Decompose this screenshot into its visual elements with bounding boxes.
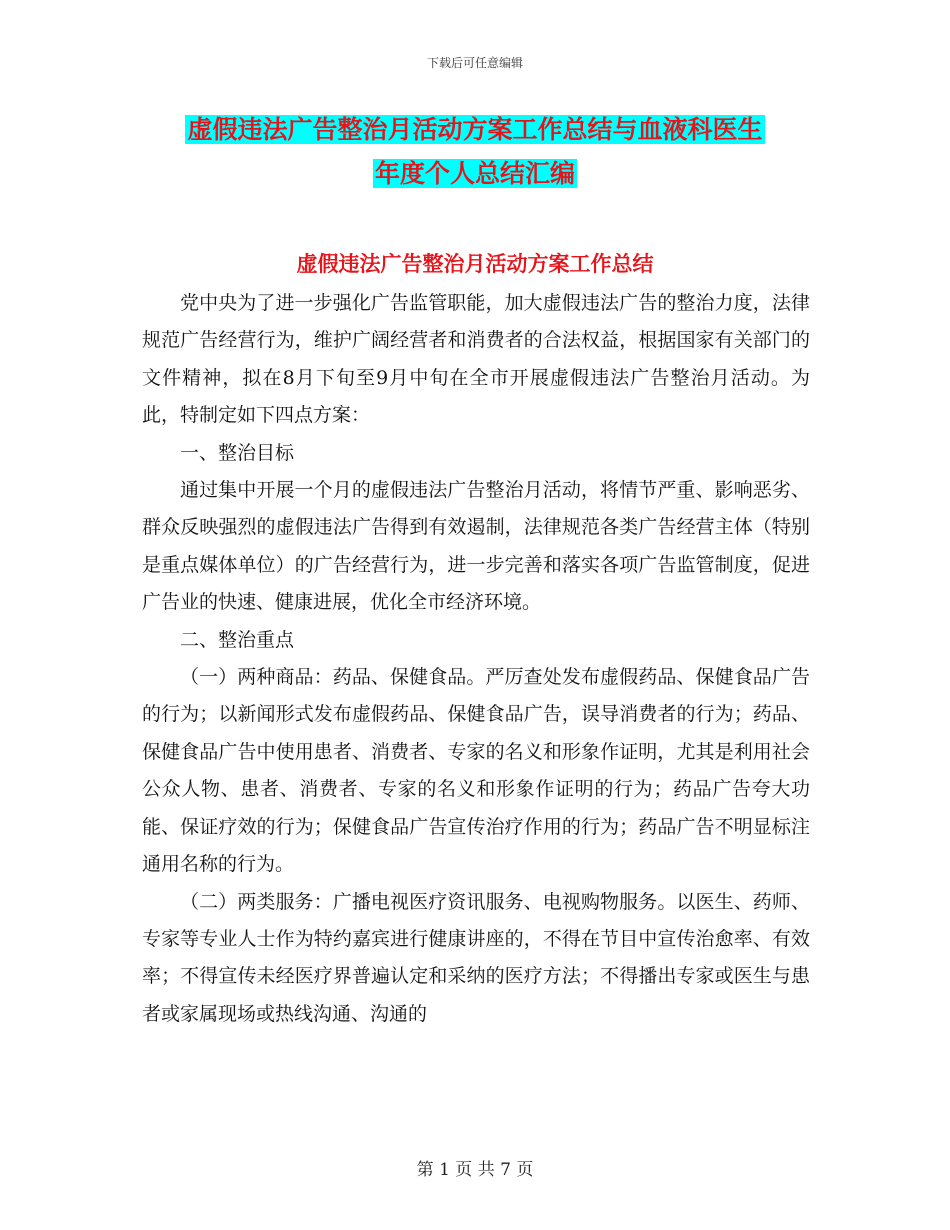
title-highlight-2: 年度个人总结汇编: [374, 159, 575, 188]
paragraph-goals: 通过集中开展一个月的虚假违法广告整治月活动，将情节严重、影响恶劣、群众反映强烈的虚假违法广告得到有效遏制，法律规范各类广告经营主体（特别是重点媒体单位）的广告经营行为，进一步完善和落实各项广告监管制度，促进广告业的快速、健康进展，优化全市经济环境。: [142, 479, 810, 614]
document-title-line-2: [0, 157, 950, 191]
paragraph-two-services: （二）两类服务：广播电视医疗资讯服务、电视购物服务。以医生、药师、专家等专业人士作为特约嘉宾进行健康讲座的，不得在节目中宣传治愈率、有效率；不得宣传未经医疗界普遍认定和采纳的医疗方法；不得播出专家或医生与患者或家属现场或热线沟通、沟通的: [142, 890, 810, 1025]
heading-goals: 一、整治目标: [180, 441, 295, 464]
title-highlight-1: 虚假违法广告整治月活动方案工作总结与血液科医生: [187, 115, 763, 144]
section-title: 虚假违法广告整治月活动方案工作总结: [296, 252, 654, 276]
paragraph-two-products: （一）两种商品：药品、保健食品。严厉查处发布虚假药品、保健食品广告的行为；以新闻形式发布虚假药品、保健食品广告，误导消费者的行为；药品、保健食品广告中使用患者、消费者、专家的名义和形象作证明，尤其是利用社会公众人物、患者、消费者、专家的名义和形象作证明的行为；药品广告夸大功能、保证疗效的行为；保健食品广告宣传治疗作用的行为；药品广告不明显标注通用名称的行为。: [142, 666, 810, 876]
document-body: [142, 285, 810, 1033]
paragraph-intro: 党中央为了进一步强化广告监管职能，加大虚假违法广告的整治力度，法律规范广告经营行为，维护广阔经营者和消费者的合法权益，根据国家有关部门的文件精神，拟在8月下旬至9月中旬在全市开展虚假违法广告整治月活动。为此，特制定如下四点方案：: [142, 292, 810, 427]
document-title-line-1: [0, 113, 950, 147]
heading-focus: 二、整治重点: [180, 628, 295, 651]
page-number: 第 1 页 共 7 页: [416, 1160, 534, 1180]
page-header: 下载后可任意编辑: [426, 56, 523, 70]
